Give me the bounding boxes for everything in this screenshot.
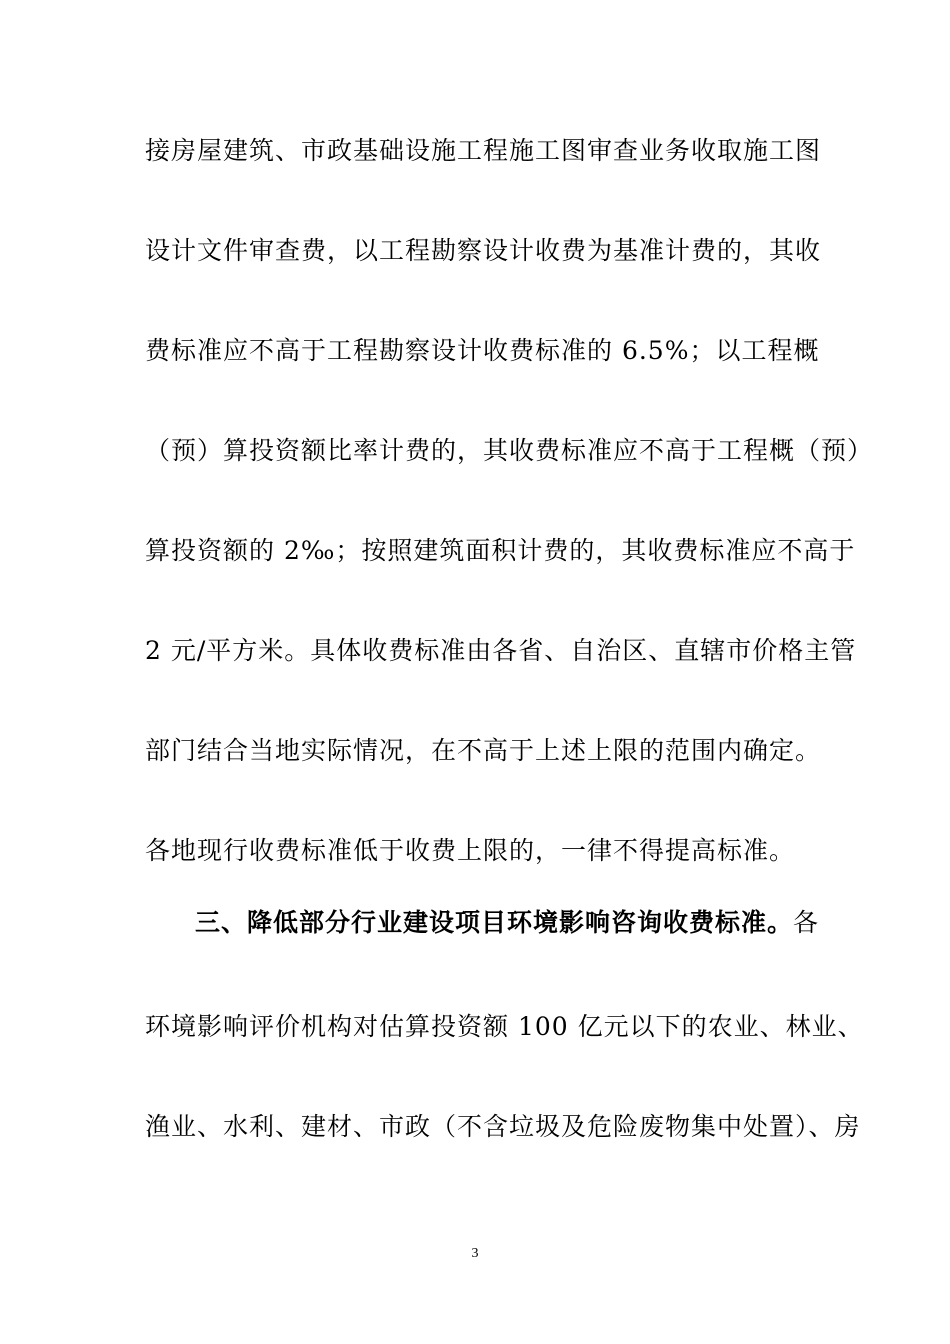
- section-heading: 三、降低部分行业建设项目环境影响咨询收费标准。: [195, 908, 794, 937]
- section-heading-line: [195, 908, 819, 938]
- paragraph-line-7: 部门结合当地实际情况，在不高于上述上限的范围内确定。: [145, 736, 822, 765]
- paragraph-line-3: 费标准应不高于工程勘察设计收费标准的 6.5%；以工程概: [145, 336, 820, 365]
- paragraph-line-8: 各地现行收费标准低于收费上限的，一律不得提高标准。: [145, 836, 796, 865]
- page-number: 3: [471, 1246, 479, 1261]
- paragraph-line-4: （预）算投资额比率计费的，其收费标准应不高于工程概（预）: [145, 436, 874, 465]
- paragraph-line-1: 接房屋建筑、市政基础设施工程施工图审查业务收取施工图: [145, 136, 822, 165]
- paragraph-line-6: 2 元/平方米。具体收费标准由各省、自治区、直辖市价格主管: [145, 636, 857, 665]
- paragraph-line-5: 算投资额的 2‰；按照建筑面积计费的，其收费标准应不高于: [145, 536, 856, 565]
- paragraph-line-2: 设计文件审查费，以工程勘察设计收费为基准计费的，其收: [145, 236, 822, 265]
- section-heading-tail: 各: [793, 908, 820, 937]
- section-line-1: 环境影响评价机构对估算投资额 100 亿元以下的农业、林业、: [145, 1012, 864, 1041]
- section-line-2: 渔业、水利、建材、市政（不含垃圾及危险废物集中处置）、房: [145, 1112, 861, 1141]
